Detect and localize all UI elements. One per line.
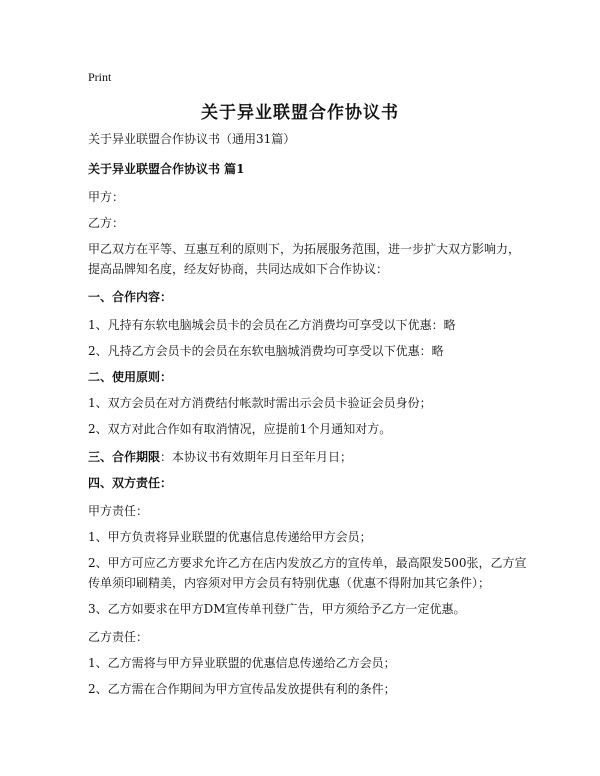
party-a-clause-1: 1、甲方负责将异业联盟的优惠信息传递给甲方会员； bbox=[88, 530, 372, 544]
clause-principle-1: 1、双方会员在对方消费结付帐款时需出示会员卡验证会员身份； bbox=[88, 396, 432, 410]
party-b-clause-1: 1、乙方需将与甲方异业联盟的优惠信息传递给乙方会员； bbox=[88, 656, 396, 670]
heading-responsibilities: 四、双方责任： bbox=[88, 476, 173, 490]
subtitle: 关于异业联盟合作协议书（通用31篇） bbox=[88, 132, 296, 146]
page-title: 关于异业联盟合作协议书 bbox=[201, 103, 399, 123]
party-a-clause-3: 3、乙方如要求在甲方DM宣传单刊登广告，甲方须给予乙方一定优惠。 bbox=[88, 602, 466, 616]
heading-principles: 二、使用原则： bbox=[88, 370, 173, 384]
intro-line-1: 甲乙双方在平等、互惠互利的原则下，为拓展服务范围，进一步扩大双方影响力， bbox=[88, 242, 521, 256]
party-a-clause-2-line-1: 2、甲方可应乙方要求允许乙方在店内发放乙方的宣传单，最高限发500张，乙方宣 bbox=[88, 556, 527, 570]
heading-term bbox=[88, 446, 518, 468]
intro-line-2: 提高品牌知名度，经友好协商，共同达成如下合作协议： bbox=[88, 262, 389, 276]
heading-cooperation: 一、合作内容： bbox=[88, 290, 173, 304]
term-text: ：本协议书有效期年月日至年月日； bbox=[160, 450, 353, 464]
term-label: 三、合作期限 bbox=[88, 450, 161, 464]
clause-content-1: 1、凡持有东软电脑城会员卡的会员在乙方消费均可享受以下优惠：略 bbox=[88, 318, 456, 332]
party-b-responsibility-heading: 乙方责任： bbox=[88, 630, 149, 644]
party-a-responsibility-heading: 甲方责任： bbox=[88, 504, 149, 518]
party-a-clause-2-line-2: 传单须印刷精美，内容须对甲方会员有特别优惠（优惠不得附加其它条件）； bbox=[88, 576, 491, 590]
clause-principle-2: 2、双方对此合作如有取消情况，应提前1个月通知对方。 bbox=[88, 422, 392, 436]
party-b-line: 乙方： bbox=[88, 216, 125, 230]
print-label[interactable]: Print bbox=[88, 70, 112, 84]
party-a-line: 甲方： bbox=[88, 190, 125, 204]
section-title: 关于异业联盟合作协议书 篇1 bbox=[88, 162, 245, 176]
clause-content-2: 2、凡持乙方会员卡的会员在东软电脑城消费均可享受以下优惠：略 bbox=[88, 344, 444, 358]
party-b-clause-2: 2、乙方需在合作期间为甲方宣传品发放提供有利的条件； bbox=[88, 682, 396, 696]
